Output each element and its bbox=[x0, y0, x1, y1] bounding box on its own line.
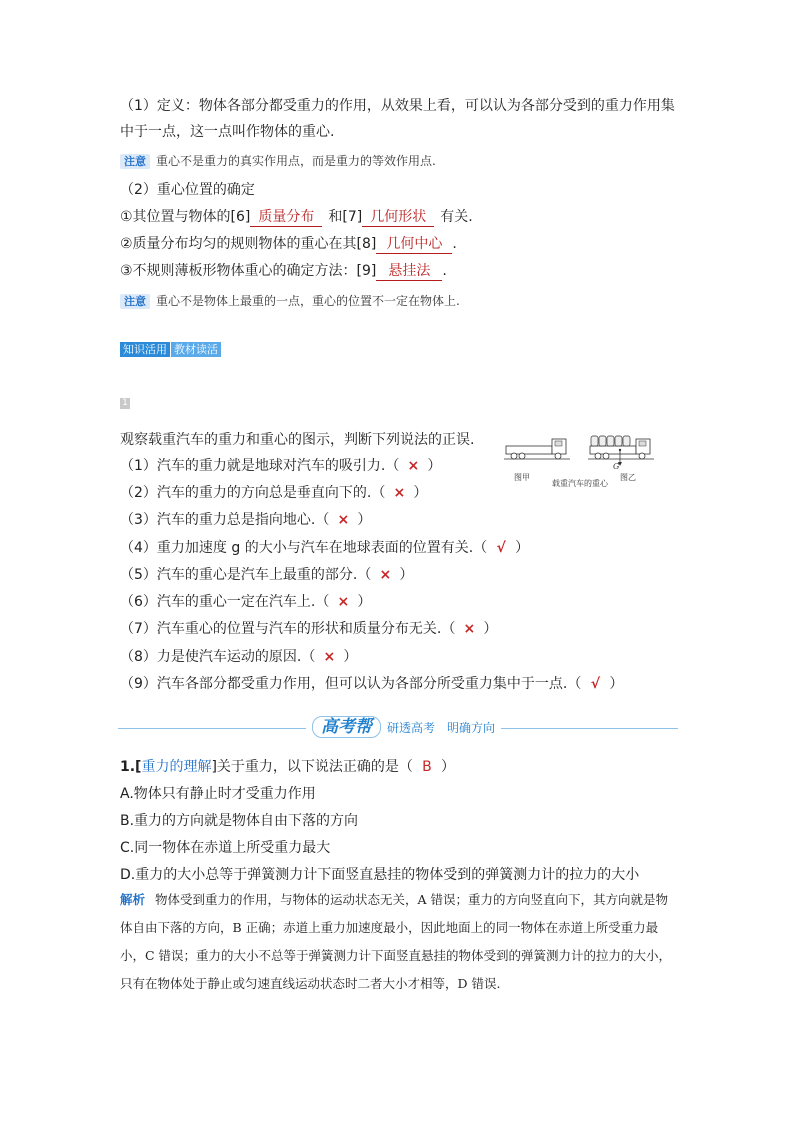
note-1-text: 重心不是重力的真实作用点，而是重力的等效作用点. bbox=[156, 154, 436, 168]
judge-item-text: （5）汽车的重心是汽车上最重的部分.（ bbox=[120, 567, 372, 583]
judge-close: ） bbox=[609, 676, 624, 692]
note-2-text: 重心不是物体上最重的一点，重心的位置不一定在物体上. bbox=[156, 294, 460, 308]
judge-item bbox=[120, 538, 529, 558]
blank-8: 几何中心 bbox=[376, 236, 452, 254]
judge-answer: × bbox=[393, 485, 406, 501]
analysis-text: 物体受到重力的作用，与物体的运动状态无关，A 错误；重力的方向竖直向下，其方向就是物体自由下落的方向，B 正确；赤道上重力加速度最小，因此地面上的同一物体在赤道上所受重力最小，C 错误；重力的大小不总等于弹簧测力计下面竖直悬挂的物体受到的弹簧测力计的拉力的大小，只有在物体处于静止或匀速直线运动状态时二者大小才相等，D 错误. bbox=[120, 892, 672, 991]
judge-item-text: （3）汽车的重力总是指向地心.（ bbox=[120, 512, 330, 528]
judge-item bbox=[120, 647, 357, 667]
judge-answer: × bbox=[337, 594, 350, 610]
analysis-block bbox=[120, 886, 676, 998]
note-label-2: 注意 bbox=[120, 294, 150, 309]
note-1 bbox=[120, 151, 436, 171]
gaokao-title: 高考帮 bbox=[312, 716, 381, 738]
judge-close: ） bbox=[343, 649, 358, 665]
figure-label-g: G bbox=[613, 462, 620, 471]
gaokao-banner bbox=[306, 716, 501, 738]
judge-close: ） bbox=[483, 621, 498, 637]
definition-text: （1）定义：物体各部分都受重力的作用，从效果上看，可以认为各部分受到的重力作用集 bbox=[120, 98, 675, 114]
question-answer: B bbox=[422, 759, 432, 775]
judge-answer: × bbox=[463, 621, 476, 637]
figure-label-right: 图乙 bbox=[620, 473, 636, 482]
knowledge-tag-right: 教材读活 bbox=[171, 342, 221, 357]
gaokao-subtitle: 研透高考 明确方向 bbox=[387, 721, 496, 735]
judge-answer: × bbox=[379, 567, 392, 583]
question-stem-text: ]关于重力，以下说法正确的是（ bbox=[211, 759, 413, 775]
blank-6: 质量分布 bbox=[250, 209, 322, 227]
question-stem bbox=[120, 757, 455, 777]
truck-figure bbox=[504, 432, 660, 488]
judge-item bbox=[120, 619, 497, 639]
figure-label-left: 图甲 bbox=[514, 473, 530, 482]
judge-item-text: （9）汽车各部分都受重力作用，但可以认为各部分所受重力集中于一点.（ bbox=[120, 676, 582, 692]
judge-item bbox=[120, 483, 427, 503]
judge-item-text: （7）汽车重心的位置与汽车的形状和质量分布无关.（ bbox=[120, 621, 456, 637]
judge-item bbox=[120, 456, 441, 476]
fill-item-2 bbox=[120, 234, 457, 254]
option-c: C.同一物体在赤道上所受重力最大 bbox=[120, 840, 331, 856]
judge-item-text: （6）汽车的重心一定在汽车上.（ bbox=[120, 594, 330, 610]
item2-post: . bbox=[452, 236, 457, 252]
fill-item-3 bbox=[120, 261, 447, 281]
exercise-stem: 观察载重汽车的重力和重心的图示，判断下列说法的正误. bbox=[120, 432, 475, 448]
judge-close: ） bbox=[413, 485, 428, 501]
item2-pre: ②质量分布均匀的规则物体的重心在其[8] bbox=[120, 236, 377, 252]
judge-item bbox=[120, 565, 413, 585]
option-a: A.物体只有静止时才受重力作用 bbox=[120, 786, 316, 802]
judge-item bbox=[120, 510, 371, 530]
judge-item-text: （2）汽车的重力的方向总是垂直向下的.（ bbox=[120, 485, 386, 501]
fill-item-1 bbox=[120, 207, 473, 227]
question-topic: 重力的理解 bbox=[141, 759, 212, 775]
judge-answer: √ bbox=[590, 676, 601, 692]
knowledge-tag-left: 知识活用 bbox=[120, 342, 170, 357]
option-d: D.重力的大小总等于弹簧测力计下面竖直悬挂的物体受到的弹簧测力计的拉力的大小 bbox=[120, 867, 640, 883]
judge-answer: × bbox=[407, 458, 420, 474]
judge-close: ） bbox=[357, 594, 372, 610]
judge-item bbox=[120, 674, 623, 694]
item3-post: . bbox=[442, 263, 447, 279]
note-label: 注意 bbox=[120, 154, 150, 169]
analysis-label: 解析 bbox=[120, 893, 146, 907]
option-b: B.重力的方向就是物体自由下落的方向 bbox=[120, 813, 359, 829]
note-2 bbox=[120, 291, 460, 311]
exercise-number-icon: 1 bbox=[120, 398, 130, 409]
item1-pre: ①其位置与物体的[6] bbox=[120, 209, 251, 225]
knowledge-tag bbox=[120, 341, 221, 357]
judge-item-text: （1）汽车的重力就是地球对汽车的吸引力.（ bbox=[120, 458, 400, 474]
judge-item-text: （4）重力加速度 g 的大小与汽车在地球表面的位置有关.（ bbox=[120, 540, 488, 556]
judge-item-text: （8）力是使汽车运动的原因.（ bbox=[120, 649, 316, 665]
blank-7: 几何形状 bbox=[362, 209, 434, 227]
question-close: ） bbox=[440, 759, 455, 775]
question-prefix: 1.[ bbox=[120, 759, 142, 775]
judge-answer: × bbox=[323, 649, 336, 665]
position-title: （2）重心位置的确定 bbox=[120, 182, 255, 198]
judge-close: ） bbox=[357, 512, 372, 528]
judge-item bbox=[120, 592, 371, 612]
item1-mid: 和[7] bbox=[328, 209, 363, 225]
judge-close: ） bbox=[515, 540, 530, 556]
blank-9: 悬挂法 bbox=[376, 263, 442, 281]
judge-answer: √ bbox=[496, 540, 506, 556]
figure-caption: 载重汽车的重心 bbox=[552, 479, 608, 488]
item1-post: 有关. bbox=[440, 209, 473, 225]
judge-answer: × bbox=[337, 512, 350, 528]
item3-pre: ③不规则薄板形物体重心的确定方法：[9] bbox=[120, 263, 377, 279]
definition-text-cont: 中于一点，这一点叫作物体的重心. bbox=[120, 124, 335, 140]
judge-close: ） bbox=[399, 567, 414, 583]
judge-close: ） bbox=[427, 458, 442, 474]
